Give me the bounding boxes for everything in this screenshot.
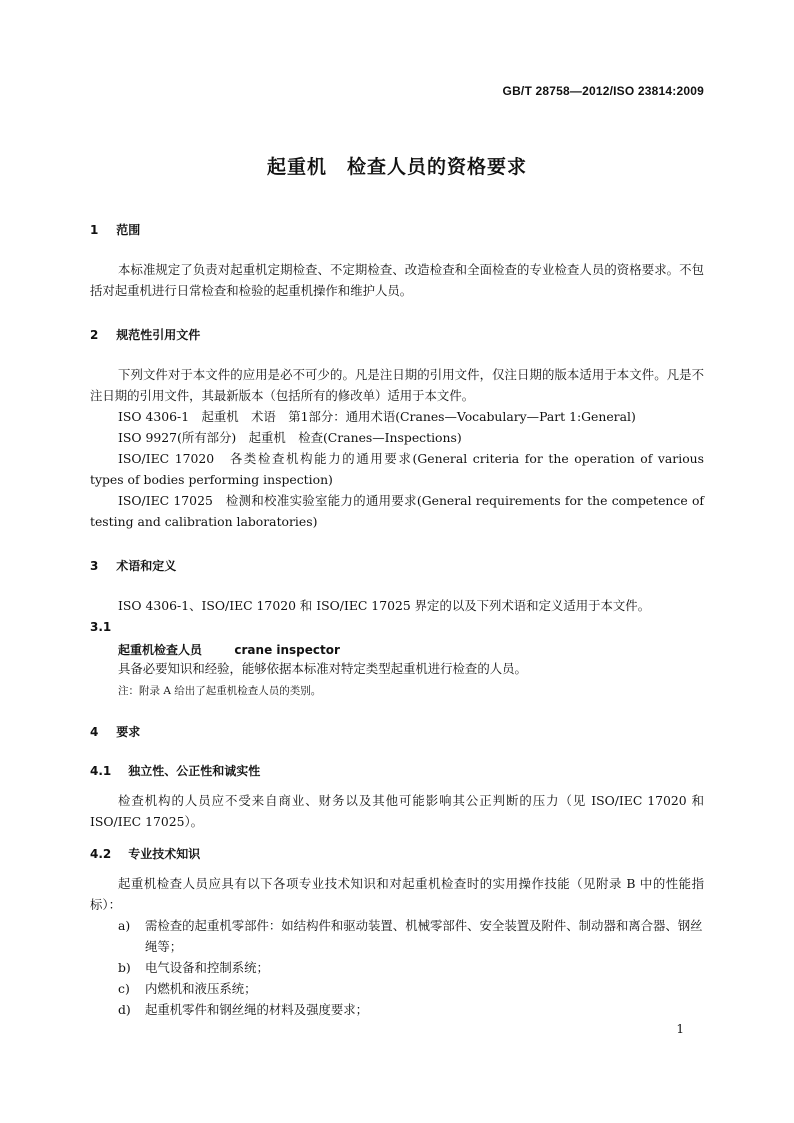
term-number: 3.1 [90,620,112,634]
document-title: 起重机 检查人员的资格要求 [266,156,527,178]
section-number: 4 [90,725,99,739]
reference-item: ISO/IEC 17025 检测和校准实验室能力的通用要求(General requirements for the competence of testing and calibration laboratories) [90,493,704,529]
section-title: 规范性引用文件 [116,328,201,342]
list-marker: d) [118,1002,131,1017]
section-1-heading [90,221,140,238]
page-number: 1 [676,1022,684,1036]
standard-number: GB/T 28758—2012/ISO 23814:2009 [502,84,704,98]
section-title: 独立性、公正性和诚实性 [128,764,261,778]
list-text: 内燃机和液压系统； [145,981,257,996]
section-title: 范围 [116,223,141,237]
list-marker: c) [118,981,130,996]
section-title: 术语和定义 [116,559,177,573]
section-number: 4.1 [90,764,112,778]
section-number: 3 [90,559,99,573]
list-item [118,999,704,1020]
section-2-heading [90,326,200,343]
section-3-heading [90,557,176,574]
section-number: 1 [90,223,99,237]
term-english: crane inspector [234,643,340,657]
section-4-2-heading [90,845,200,862]
list-item [118,915,704,957]
list-text: 需检查的起重机零部件：如结构件和驱动装置、机械零部件、安全装置及附件、制动器和离合器、钢丝绳等； [145,918,703,954]
section-2-paragraph: 下列文件对于本文件的应用是必不可少的。凡是注日期的引用文件，仅注日期的版本适用于本文件。凡是不注日期的引用文件，其最新版本（包括所有的修改单）适用于本文件。 [90,367,704,403]
term-note: 注：附录 A 给出了起重机检查人员的类别。 [118,685,322,697]
list-text: 电气设备和控制系统； [145,960,269,975]
section-4-1-paragraph: 检查机构的人员应不受来自商业、财务以及其他可能影响其公正判断的压力（见 ISO/IEC 17020 和 ISO/IEC 17025）。 [90,793,704,829]
list-item [118,957,704,978]
section-3-paragraph: ISO 4306-1、ISO/IEC 17020 和 ISO/IEC 17025 界定的以及下列术语和定义适用于本文件。 [118,598,651,613]
term-definition: 具备必要知识和经验，能够依据本标准对特定类型起重机进行检查的人员。 [118,661,527,676]
section-number: 4.2 [90,847,112,861]
section-4-heading [90,723,140,740]
list-item [118,978,704,999]
list-text: 起重机零件和钢丝绳的材料及强度要求； [145,1002,369,1017]
list-marker: b) [118,960,131,975]
section-title: 专业技术知识 [128,847,201,861]
section-4-2-paragraph: 起重机检查人员应具有以下各项专业技术知识和对起重机检查时的实用操作技能（见附录 B 中的性能指标）： [90,876,704,912]
section-number: 2 [90,328,99,342]
reference-item: ISO 4306-1 起重机 术语 第1部分：通用术语(Cranes—Vocabulary—Part 1:General) [118,409,636,424]
list-marker: a) [118,918,131,933]
section-4-1-heading [90,762,260,779]
section-title: 要求 [116,725,141,739]
term-entry [118,641,340,658]
reference-item: ISO 9927(所有部分) 起重机 检查(Cranes—Inspections) [118,430,462,445]
section-1-paragraph: 本标准规定了负责对起重机定期检查、不定期检查、改造检查和全面检查的专业检查人员的资格要求。不包括对起重机进行日常检查和检验的起重机操作和维护人员。 [90,262,704,298]
reference-item: ISO/IEC 17020 各类检查机构能力的通用要求(General criteria for the operation of various types of bodies performing inspection) [90,451,704,487]
term-chinese: 起重机检查人员 [118,643,203,657]
